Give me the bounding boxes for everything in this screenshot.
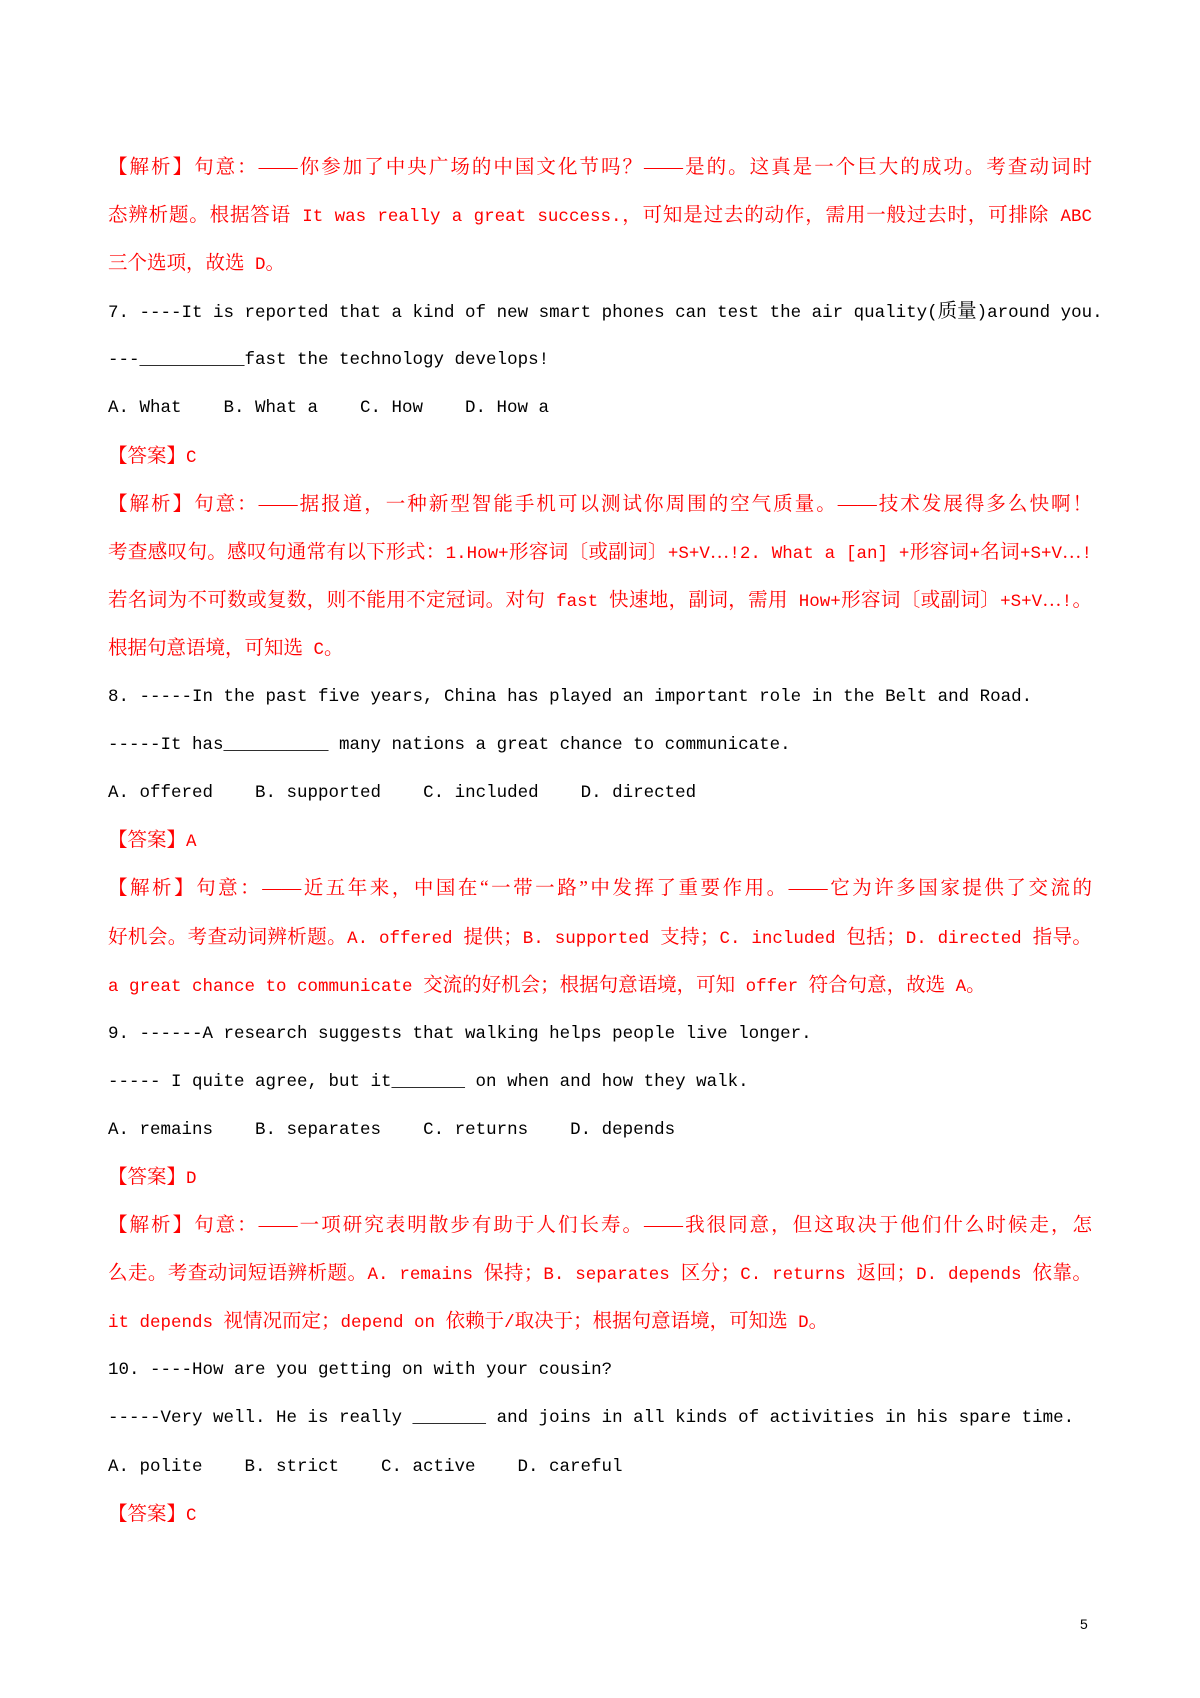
analysis-line [108,962,1092,1010]
document-body [108,144,1103,1539]
text-run: 。 [1072,589,1092,611]
text-run: 根据句意语境，可知选 [108,637,304,659]
text-run: 【解析】句意：——一项研究表明散步有助于人们长寿。——我很同意，但这取决于他们什么时候走，怎 [108,1215,1092,1237]
text-run: 质量 [937,301,977,323]
text-run: 7. ----It is reported that a kind of new smart phones can test the air quality( [108,303,938,324]
text-run: 若名词为不可数或复数，则不能用不定冠词。对句 [108,589,546,611]
analysis-line [108,240,1092,288]
text-run: A. offered [347,928,464,949]
question-stem [108,1010,1092,1058]
text-run: 考查感叹句。感叹句通常有以下形式： [108,541,446,563]
text-run: +S+V [1000,591,1043,612]
option-d: D. careful [517,1456,623,1477]
text-run: ---__________fast the technology develops! [108,350,550,371]
option-a: A. offered [108,783,214,804]
option-b: B. What a [223,398,319,419]
text-run: 返回； [856,1263,917,1285]
text-run: How+ [787,591,841,612]
option-c: C. returns [423,1119,529,1140]
text-run: depend on [340,1313,446,1334]
text-run: 【答案】 [108,1503,187,1525]
option-d: D. depends [570,1119,676,1140]
text-run: 。 [324,637,344,659]
text-run: 视情况而定； [223,1311,341,1333]
option-c: C. included [423,783,539,804]
question-8 [108,673,1092,1010]
text-run: D [787,1313,809,1334]
option-b: B. separates [255,1119,382,1140]
text-run: 交流的好机会；根据句意语境，可知 [423,974,736,996]
analysis-line [108,192,1092,240]
text-run: 。 [966,974,986,996]
text-run: A [945,976,967,997]
text-run: a great chance to communicate [108,976,424,997]
text-run: ABC [1049,207,1092,228]
text-run: C [186,1505,197,1526]
text-run: A. remains [367,1265,484,1286]
question-9 [108,1010,1092,1347]
analysis-line [108,529,1092,577]
text-run: 1.How+ [445,543,509,564]
text-run: C. returns [740,1265,857,1286]
text-run: … [1061,541,1082,563]
text-run: -----It has__________ many nations a great chance to communicate. [108,735,791,756]
text-run: 【答案】 [108,1166,187,1188]
analysis-line [108,577,1092,625]
answer-key [108,1154,1092,1202]
text-run: 好机会。考查动词辨析题。 [108,926,348,948]
question-stem [108,673,1092,721]
text-run: 形容词〔或副词〕 [508,541,668,563]
text-run: ，可知是过去的动作，需用一般过去时，可排除 [621,205,1050,227]
option-c: C. active [381,1456,476,1477]
question-6-explanation [108,144,1092,288]
text-run: 9. ------A research suggests that walking helps people live longer. [108,1023,812,1044]
text-run: ! [1061,591,1073,612]
text-run: B. supported [522,928,661,949]
text-run: !2. What a [an] + [729,543,910,564]
text-run: -----Very well. He is really _______ and joins in all kinds of activities in his spare time. [108,1408,1075,1429]
analysis-line [108,625,1092,673]
text-run: offer [735,976,809,997]
text-run: it depends [108,1313,224,1334]
analysis-line [108,1202,1092,1250]
text-run: 么走。考查动词短语辨析题。 [108,1263,368,1285]
analysis-line [108,865,1092,913]
page-number: 5 [1080,1616,1088,1632]
analysis-line [108,1250,1092,1298]
option-d: D. directed [580,783,697,804]
question-stem [108,336,1092,384]
text-run: 依赖于 [445,1311,505,1333]
option-b: B. strict [244,1456,340,1477]
question-stem [108,1346,1092,1394]
text-run: … [1042,589,1062,611]
answer-options [108,769,1092,817]
text-run: D. depends [916,1265,1033,1286]
text-run: B. separates [543,1265,681,1286]
text-run: D. directed [905,928,1033,949]
analysis-line [108,914,1092,962]
text-run: 10. ----How are you getting on with your cousin? [108,1360,613,1381]
text-run: + [969,543,980,564]
question-10 [108,1346,1092,1538]
text-run: 包括； [846,926,906,948]
question-stem [108,721,1092,769]
text-run: 。 [265,253,286,275]
text-run: A [186,832,197,853]
option-a: A. What [108,398,182,419]
answer-options [108,384,1092,432]
text-run: 保持； [483,1263,544,1285]
analysis-line [108,144,1092,192]
text-run: 【答案】 [108,445,187,467]
text-run: 形容词 [909,541,970,563]
text-run: 。 [808,1311,829,1333]
question-7 [108,288,1103,673]
text-run: 依靠。 [1032,1263,1092,1285]
question-stem [108,1394,1092,1442]
text-run: C. included [719,928,847,949]
text-run: )around you. [976,303,1103,324]
text-run: 名词 [979,541,1020,563]
answer-key [108,817,1092,865]
option-a: A. polite [108,1456,203,1477]
question-stem [108,1058,1092,1106]
text-run: 8. -----In the past five years, China has played an important role in the Belt and Road. [108,687,1033,708]
text-run: 【答案】 [108,830,187,852]
text-run: C [186,447,197,468]
text-run: ----- I quite agree, but it_______ on when and how they walk. [108,1071,749,1092]
option-c: C. How [360,398,424,419]
question-stem [108,288,1103,336]
text-run: +S+V [667,543,710,564]
answer-options [108,1106,1092,1154]
text-run: 【解析】句意：——你参加了中央广场的中国文化节吗？——是的。这真是一个巨大的成功。考查动词时 [108,157,1092,178]
text-run: 提供； [463,926,523,948]
text-run: It was really a great success. [290,207,622,228]
text-run: C [303,639,325,660]
text-run: 【解析】句意：——近五年来，中国在“一带一路”中发挥了重要作用。——它为许多国家提供了交流的 [108,878,1092,900]
option-b: B. supported [255,783,382,804]
answer-key [108,433,1092,481]
text-run: 形容词〔或副词〕 [840,589,1001,611]
text-run: ! [1081,543,1092,564]
option-a: A. remains [108,1119,214,1140]
text-run: 符合句意，故选 [808,974,946,996]
text-run: / [504,1313,515,1334]
text-run: 取决于；根据句意语境，可知选 [514,1311,788,1333]
text-run: 支持； [660,926,720,948]
option-d: D. How a [465,398,550,419]
text-run: 三个选项，故选 [108,253,245,275]
text-run: 【解析】句意：——据报道，一种新型智能手机可以测试你周围的空气质量。——技术发展得多么快啊！ [108,493,1092,515]
text-run: +S+V [1019,543,1062,564]
text-run: 区分； [680,1263,741,1285]
analysis-line [108,1298,1092,1346]
text-run: 指导。 [1032,926,1092,948]
answer-key [108,1491,1092,1539]
answer-options [108,1443,1092,1491]
analysis-line [108,481,1092,529]
text-run: D [244,255,266,276]
text-run: 态辨析题。根据答语 [108,205,291,227]
text-run: 快速地，副词，需用 [608,589,788,611]
text-run: fast [545,591,609,612]
text-run: D [186,1168,197,1189]
text-run: … [709,541,730,563]
